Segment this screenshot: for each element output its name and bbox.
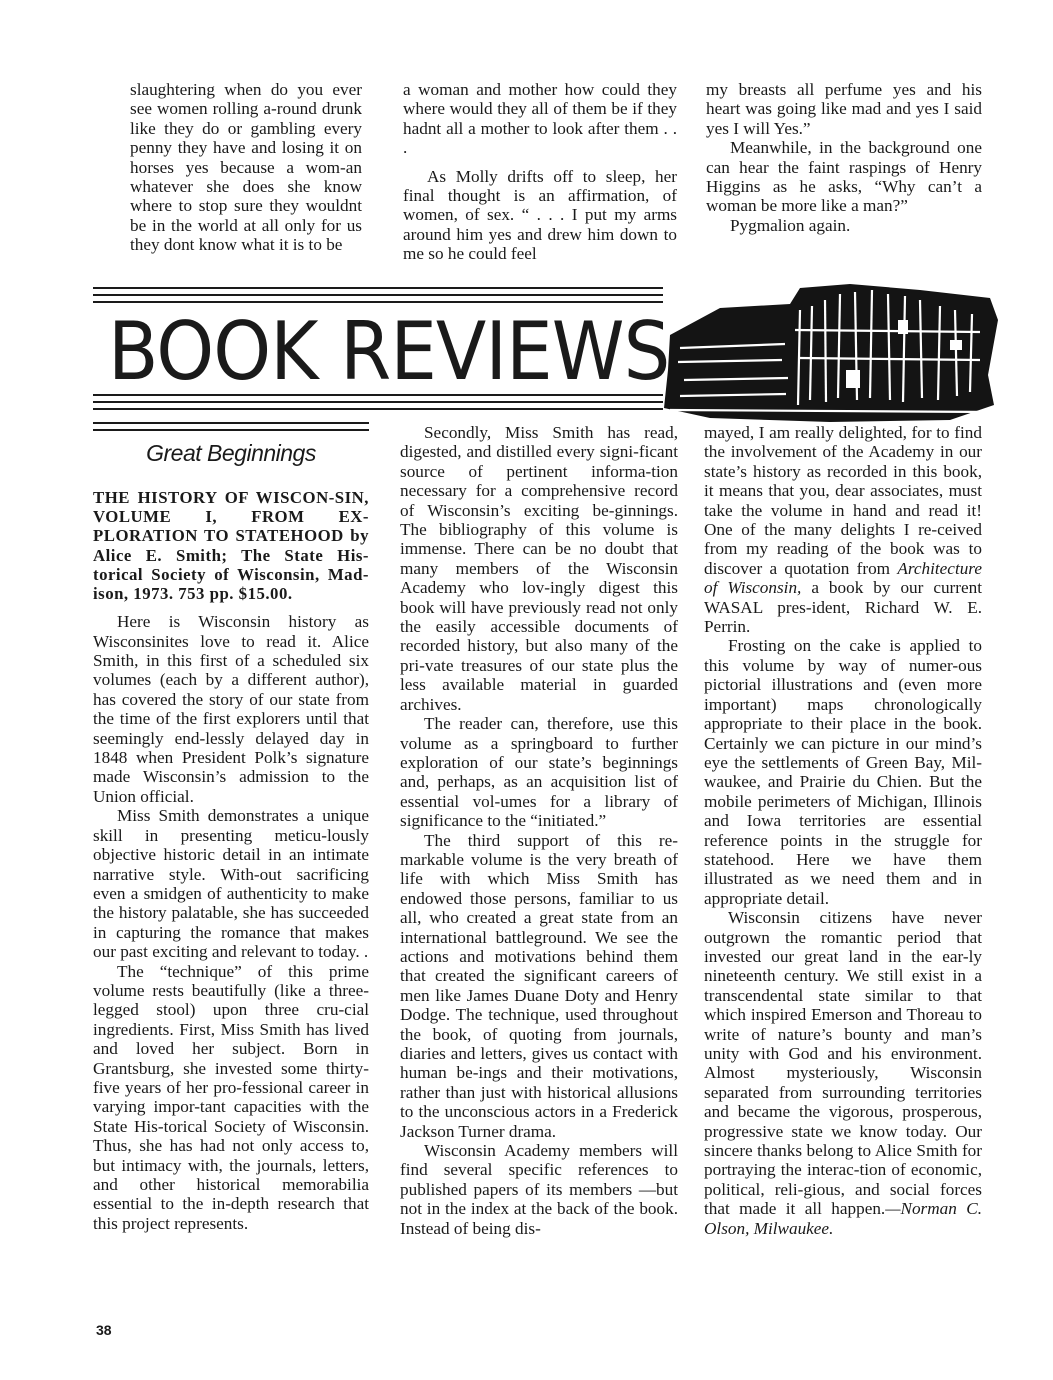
review-column-3: [704, 423, 982, 1238]
review-col1-para-2: Miss Smith demonstrates a unique skill in presenting meticu-lously objective historic detail in an intimate narrative style. With-out sacrificing even a smidgen of authenticity to make the history palatable, she has succeeded in capturing the romance that makes our past exciting and relevant to today. .: [93, 806, 369, 962]
review-col1-para-1: Here is Wisconsin history as Wisconsinites love to read it. Alice Smith, in this first of a scheduled six volumes (each by a different author), has covered the story of our state from the time of the first explorers until that seemingly end-lessly delayed day in 1848 when President Polk’s signature made Wisconsin’s admission to the Union official.: [93, 612, 369, 806]
review-col2-para-3: The third support of this re-markable volume is the very breath of life with which Miss Smith has endowed those persons, familiar to us all, who created a great state from an international battleground. We see the actions and motivations behind them that created the significant careers of men like James Duane Doty and Henry Dodge. The technique, used throughout the book, of quoting from journals, diaries and letters, gives us contact with human be-ings and their motivations, rather than just with historical allusions to the unconscious actors in a Frederick Jackson Turner drama.: [400, 830, 678, 1141]
review-col2-para-1: Secondly, Miss Smith has read, digested, and distilled every signi-ficant source of pertinent informa-tion necessary for a comprehensive record of Wisconsin’s exciting be-ginnings. The bibliography of this volume is immense. There can be no doubt that many members of the Wisconsin Academy who lov-ingly digest this book will have previously read not only the easily accessible documents of recorded history, but also many of the pri-vate treasures of our state plus the less available material in guarded archives.: [400, 423, 678, 714]
banner-rule-bottom-2: [93, 401, 663, 403]
heading-rule-2: [93, 429, 369, 431]
top-col3-para-2: Meanwhile, in the background one can hear the faint raspings of Henry Higgins as he asks, “Why can’t a woman be more like a man?”: [706, 138, 982, 216]
top-column-3: [706, 80, 982, 235]
review-col3-para-1: [704, 423, 982, 636]
page-number: 38: [96, 1322, 112, 1338]
top-col2-para-2: As Molly drifts off to sleep, her final thought is an affirmation, of women, of sex. “ . . . I put my arms around him yes and drew him down to me so he could feel: [403, 166, 677, 264]
banner-rule-top-1: [93, 287, 663, 289]
top-col3-para-1: my breasts all perfume yes and his heart was going like mad and yes I said yes I will Yes.”: [706, 80, 982, 138]
review-signature: —Norman C. Olson, Milwaukee.: [704, 1199, 982, 1238]
top-column-1: [130, 80, 362, 255]
books-on-shelf-icon: [650, 280, 1000, 425]
book-bibliography: THE HISTORY OF WISCON-SIN, VOLUME I, FROM EX-PLORATION TO STATEHOOD by Alice E. Smith; The State His-torical Society of Wisconsin, Mad-ison, 1973. 753 pp. $15.00.: [93, 488, 369, 604]
top-col1-text: slaughtering when do you ever see women rolling a-round drunk like they do or gambling every penny they have and losing it on horses yes because a wom-an whatever she does she know where to stop sure they wouldnt be in the world at all only for us they dont know what it is to be: [130, 80, 362, 255]
top-col2-para-1: a woman and mother how could they where would they all of them be if they hadnt all a mother to look after them . . .: [403, 80, 677, 158]
review-col3-para-1-start: mayed, I am really delighted, for to find the involvement of the Academy in our state’s history as recorded in this book, it means that you, dear associates, must take the volume in hand and read it! One of the many delights I re-ceived from my reading of the book was to discover a quotation from: [704, 423, 982, 578]
cited-book-title: Architecture of Wisconsin,: [704, 558, 982, 598]
review-col3-para-1-end: a book by our current WASAL pres-ident, Richard W. E. Perrin.: [704, 578, 982, 637]
banner-rule-bottom-3: [93, 408, 663, 410]
review-col2-para-2: The reader can, therefore, use this volume as a springboard to further exploration of our state’s beginnings and, perhaps, as an acquisition list of essential vol-umes for a library of significance to the “initiated.”: [400, 714, 678, 831]
review-col1-para-3: The “technique” of this prime volume rests beautifully (like a three-legged stool) upon three cru-cial ingredients. First, Miss Smith has lived and loved her subject. Born in Grantsburg, she invested some thirty-five years of her pro-fessional career in varying impor-tant capacities with the State His-torical Society of Wisconsin. Thus, she has had not only access to, but intimacy with, the journals, letters, and other historical memorabilia essential to the in-depth research that this project represents.: [93, 961, 369, 1233]
review-column-2: [400, 423, 678, 1238]
review-column-1: [93, 488, 369, 1233]
review-col3-para-3-text: Wisconsin citizens have never outgrown the romantic period that invested our great land in the ear-ly nineteenth century. We still exist in a transcendental state similar to that which inspired Emerson and Thoreau to write of nature’s bounty and man’s unity with God and his environment. Almost mysteriously, Wisconsin separated from surrounding territories and became the vigorous, prosperous, progressive state we know today. Our sincere thanks belong to Alice Smith for portraying the interac-tion of economic, political, reli-gious, and social forces that made it all happen.: [704, 908, 982, 1219]
top-column-2: [403, 80, 677, 264]
banner-rule-top-2: [93, 294, 663, 296]
top-col3-para-3: Pygmalion again.: [730, 215, 851, 235]
banner-rule-top-3: [93, 301, 663, 303]
review-col3-para-2: Frosting on the cake is applied to this volume by way of numer-ous pictorial illustrations and (even more important) maps chronologically appropriate to their place in the book. Certainly we can picture in our mind’s eye the settlements of Green Bay, Mil-waukee, and Prairie du Chien. But the mobile perimeters of Michigan, Illinois and Iowa territories are essential reference points in the struggle for statehood. Here we have them illustrated as we need them and in appropriate detail.: [704, 636, 982, 908]
review-col3-para-3: [704, 908, 982, 1238]
review-heading: Great Beginnings: [146, 440, 316, 466]
heading-rule-1: [93, 422, 369, 424]
review-col2-para-4: Wisconsin Academy members will find several specific references to published papers of its members —but not in the index at the back of the book. Instead of being dis-: [400, 1141, 678, 1238]
banner-title: BOOK REVIEWS: [108, 305, 670, 398]
